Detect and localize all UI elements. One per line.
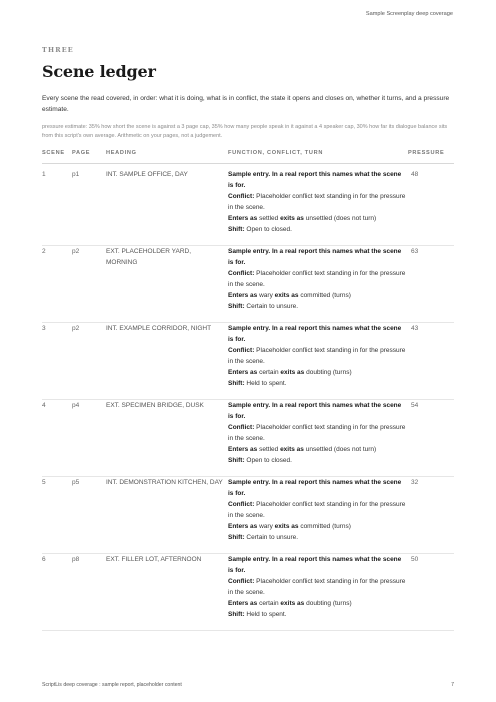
- shift-label: Shift:: [228, 303, 245, 310]
- running-head: Sample Screenplay deep coverage: [365, 11, 453, 17]
- header-function: FUNCTION, CONFLICT, TURN: [228, 150, 324, 156]
- page-number: 7: [451, 682, 454, 688]
- header-heading: HEADING: [106, 150, 137, 156]
- function-text: Sample entry. In a real report this names what the scene is for.: [228, 325, 402, 343]
- scene-heading: INT. SAMPLE OFFICE, DAY: [106, 171, 188, 178]
- enters-state: wary: [259, 292, 273, 299]
- scene-page: p5: [72, 479, 80, 486]
- conflict-label: Conflict:: [228, 193, 255, 200]
- scene-number: 5: [42, 479, 46, 486]
- conflict-line: [228, 268, 408, 290]
- header-scene: SCENE: [42, 150, 65, 156]
- conflict-line: [228, 345, 408, 367]
- shift-line: [228, 455, 408, 466]
- footer-text: ScriptLis deep coverage : sample report, placeholder content: [42, 682, 182, 688]
- scene-heading: EXT. FILLER LOT, AFTERNOON: [106, 556, 202, 563]
- exits-label: exits as: [274, 523, 299, 530]
- scene-function: [228, 554, 408, 620]
- function-text: Sample entry. In a real report this names what the scene is for.: [228, 556, 402, 574]
- scene-function: [228, 477, 408, 543]
- conflict-text: Placeholder conflict text standing in for the pressure in the scene.: [228, 347, 406, 365]
- conflict-label: Conflict:: [228, 347, 255, 354]
- conflict-text: Placeholder conflict text standing in for the pressure in the scene.: [228, 270, 406, 288]
- scene-function: [228, 400, 408, 466]
- table-row: [42, 246, 454, 323]
- header-page: PAGE: [72, 150, 91, 156]
- scene-page: p4: [72, 402, 80, 409]
- header-pressure: PRESSURE: [408, 150, 445, 156]
- table-row: [42, 554, 454, 631]
- conflict-label: Conflict:: [228, 270, 255, 277]
- pressure-value: 48: [411, 171, 419, 178]
- conflict-line: [228, 422, 408, 444]
- shift-label: Shift:: [228, 611, 245, 618]
- pressure-note: pressure estimate: 35% how short the scene is against a 3 page cap, 35% how many people speak in it against a 4 speaker cap, 30% how far its dialogue balance sits from this script's own average. Arithmetic on your pages, not a judgement.: [42, 124, 448, 140]
- shift-label: Shift:: [228, 226, 245, 233]
- section-number: THREE: [42, 46, 74, 54]
- shift-line: [228, 301, 408, 312]
- enters-state: certain: [259, 600, 279, 607]
- enters-label: Enters as: [228, 292, 258, 299]
- enters-label: Enters as: [228, 600, 258, 607]
- exits-state: doubting (turns): [306, 369, 352, 376]
- scene-number: 2: [42, 248, 46, 255]
- enters-label: Enters as: [228, 215, 258, 222]
- table-header: [42, 149, 454, 164]
- function-text: Sample entry. In a real report this names what the scene is for.: [228, 171, 402, 189]
- scene-number: 4: [42, 402, 46, 409]
- shift-label: Shift:: [228, 457, 245, 464]
- enters-label: Enters as: [228, 446, 258, 453]
- enters-state: settled: [259, 215, 279, 222]
- scene-page: p2: [72, 325, 80, 332]
- state-line: [228, 521, 408, 532]
- state-line: [228, 598, 408, 609]
- shift-text: Certain to unsure.: [246, 303, 299, 310]
- pressure-value: 63: [411, 248, 419, 255]
- shift-text: Open to closed.: [246, 226, 292, 233]
- scene-page: p8: [72, 556, 80, 563]
- shift-label: Shift:: [228, 380, 245, 387]
- exits-label: exits as: [280, 369, 305, 376]
- exits-state: doubting (turns): [306, 600, 352, 607]
- shift-text: Held to spent.: [246, 611, 287, 618]
- pressure-value: 54: [411, 402, 419, 409]
- shift-line: [228, 378, 408, 389]
- shift-line: [228, 532, 408, 543]
- conflict-label: Conflict:: [228, 578, 255, 585]
- scene-heading: INT. EXAMPLE CORRIDOR, NIGHT: [106, 325, 212, 332]
- shift-text: Certain to unsure.: [246, 534, 299, 541]
- enters-state: settled: [259, 446, 279, 453]
- scene-function: [228, 323, 408, 389]
- page-title: Scene ledger: [42, 62, 156, 81]
- table-row: [42, 323, 454, 400]
- conflict-text: Placeholder conflict text standing in for the pressure in the scene.: [228, 578, 406, 596]
- conflict-line: [228, 499, 408, 521]
- exits-label: exits as: [280, 215, 304, 222]
- exits-state: unsettled (does not turn): [305, 215, 377, 222]
- scene-number: 1: [42, 171, 46, 178]
- pressure-value: 32: [411, 479, 419, 486]
- state-line: [228, 213, 408, 224]
- enters-label: Enters as: [228, 369, 258, 376]
- exits-label: exits as: [274, 292, 299, 299]
- conflict-line: [228, 191, 408, 213]
- scene-page: p1: [72, 171, 80, 178]
- function-text: Sample entry. In a real report this names what the scene is for.: [228, 479, 402, 497]
- table-row: [42, 477, 454, 554]
- enters-label: Enters as: [228, 523, 258, 530]
- conflict-label: Conflict:: [228, 501, 255, 508]
- state-line: [228, 290, 408, 301]
- shift-line: [228, 609, 408, 620]
- shift-text: Open to closed.: [246, 457, 292, 464]
- conflict-label: Conflict:: [228, 424, 255, 431]
- function-text: Sample entry. In a real report this names what the scene is for.: [228, 248, 402, 266]
- scene-function: [228, 169, 408, 235]
- exits-label: exits as: [280, 600, 305, 607]
- shift-line: [228, 224, 408, 235]
- conflict-line: [228, 576, 408, 598]
- intro-paragraph: Every scene the read covered, in order: what it is doing, what is in conflict, the state it opens and closes on, whether it turns, and a pressure estimate.: [42, 95, 450, 113]
- scene-heading: EXT. PLACEHOLDER YARD, MORNING: [106, 248, 192, 266]
- exits-state: committed (turns): [300, 523, 351, 530]
- scene-number: 3: [42, 325, 46, 332]
- table-row: [42, 169, 454, 246]
- shift-label: Shift:: [228, 534, 245, 541]
- scene-page: p2: [72, 248, 80, 255]
- exits-state: committed (turns): [300, 292, 351, 299]
- exits-label: exits as: [280, 446, 304, 453]
- scene-heading: INT. DEMONSTRATION KITCHEN, DAY: [106, 479, 223, 486]
- scene-heading: EXT. SPECIMEN BRIDGE, DUSK: [106, 402, 204, 409]
- scene-number: 6: [42, 556, 46, 563]
- enters-state: certain: [259, 369, 279, 376]
- enters-state: wary: [259, 523, 273, 530]
- conflict-text: Placeholder conflict text standing in for the pressure in the scene.: [228, 193, 406, 211]
- exits-state: unsettled (does not turn): [305, 446, 377, 453]
- pressure-value: 43: [411, 325, 419, 332]
- shift-text: Held to spent.: [246, 380, 287, 387]
- state-line: [228, 444, 408, 455]
- table-row: [42, 400, 454, 477]
- conflict-text: Placeholder conflict text standing in for the pressure in the scene.: [228, 424, 406, 442]
- state-line: [228, 367, 408, 378]
- conflict-text: Placeholder conflict text standing in for the pressure in the scene.: [228, 501, 406, 519]
- scene-function: [228, 246, 408, 312]
- function-text: Sample entry. In a real report this names what the scene is for.: [228, 402, 402, 420]
- pressure-value: 50: [411, 556, 419, 563]
